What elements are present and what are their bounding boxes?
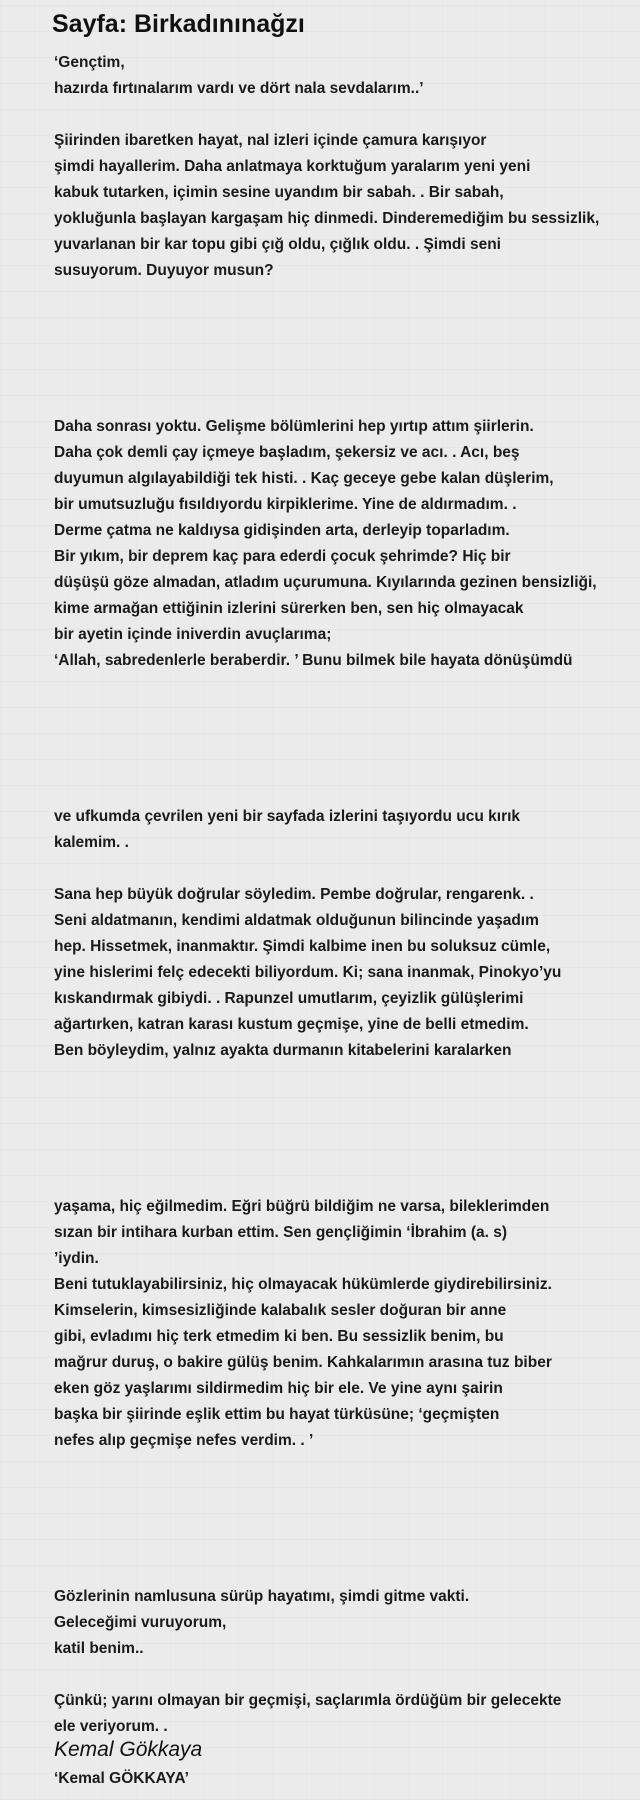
poem-stanza xyxy=(54,1766,624,1792)
poem-line: kime armağan ettiğinin izlerini sürerken ben, sen hiç olmayacak xyxy=(54,600,524,617)
poem-line: Ben böyleydim, yalnız ayakta durmanın kitabelerini karalarken xyxy=(54,1042,512,1059)
poem-stanza xyxy=(54,882,624,1064)
poem-line: Daha çok demli çay içmeye başladım, şekersiz ve acı. . Acı, beş xyxy=(54,444,520,461)
poem-line: eken göz yaşlarımı sildirmedim hiç bir ele. Ve yine aynı şairin xyxy=(54,1380,503,1397)
poem-line: ’iydin. xyxy=(54,1250,99,1267)
poem-line: susuyorum. Duyuyor musun? xyxy=(54,262,274,279)
poem-line: ve ufkumda çevrilen yeni bir sayfada izlerini taşıyordu ucu kırık xyxy=(54,808,521,825)
poem-line: kabuk tutarken, içimin sesine uyandım bir sabah. . Bir sabah, xyxy=(54,184,504,201)
poem-stanza xyxy=(54,1584,624,1662)
poem-line: katil benim.. xyxy=(54,1640,144,1657)
stanza-spacer xyxy=(54,856,624,882)
poem-line: ‘Kemal GÖKKAYA’ xyxy=(54,1770,189,1787)
author-signature: Kemal Gökkaya xyxy=(54,1738,203,1761)
stanza-spacer xyxy=(54,674,624,804)
stanza-spacer xyxy=(54,284,624,414)
poem-line: yuvarlanan bir kar topu gibi çığ oldu, çığlık oldu. . Şimdi seni xyxy=(54,236,501,253)
poem-line: şimdi hayallerim. Daha anlatmaya korktuğum yaralarım yeni yeni xyxy=(54,158,531,175)
poem-line: bir umutsuzluğu fısıldıyordu kirpiklerime. Yine de aldırmadım. . xyxy=(54,496,517,513)
poem-line: yokluğunla başlayan kargaşam hiç dinmedi. Dinderemediğim bu sessizlik, xyxy=(54,210,600,227)
poem-stanza xyxy=(54,804,624,856)
poem-line: Beni tutuklayabilirsiniz, hiç olmayacak hükümlerde giydirebilirsiniz. xyxy=(54,1276,552,1293)
page-title: Sayfa: Birkadınınağzı xyxy=(52,10,305,38)
poem-line: mağrur duruş, o bakire gülüş benim. Kahkalarımın arasına tuz biber xyxy=(54,1354,552,1371)
poem-line: başka bir şiirinde eşlik ettim bu hayat türküsüne; ‘geçmişten xyxy=(54,1406,500,1423)
poem-stanza xyxy=(54,50,624,102)
poem-line: Seni aldatmanın, kendimi aldatmak olduğunun bilincinde yaşadım xyxy=(54,912,539,929)
poem-line: bir ayetin içinde iniverdin avuçlarıma; xyxy=(54,626,332,643)
stanza-spacer xyxy=(54,1454,624,1584)
poem-line: yine hislerimi felç edecekti biliyordum. Ki; sana inanmak, Pinokyo’yu xyxy=(54,964,562,981)
poem-line: Geleceğimi vuruyorum, xyxy=(54,1614,227,1631)
poem-stanza xyxy=(54,128,624,284)
poem-line: ‘Gençtim, xyxy=(54,54,125,71)
poem-line: Bir yıkım, bir deprem kaç para ederdi çocuk şehrimde? Hiç bir xyxy=(54,548,511,565)
poem-line: Gözlerinin namlusuna sürüp hayatımı, şimdi gitme vakti. xyxy=(54,1588,470,1605)
poem-line: sızan bir intihara kurban ettim. Sen gençliğimin ‘İbrahim (a. s) xyxy=(54,1224,508,1241)
poem-stanza xyxy=(54,414,624,674)
poem-line: hazırda fırtınalarım vardı ve dört nala sevdalarım..’ xyxy=(54,80,424,97)
poem-line: yaşama, hiç eğilmedim. Eğri büğrü bildiğim ne varsa, bileklerimden xyxy=(54,1198,550,1215)
poem-line: Çünkü; yarını olmayan bir geçmişi, saçlarımla ördüğüm bir gelecekte xyxy=(54,1692,562,1709)
poem-line: kalemim. . xyxy=(54,834,129,851)
poem-stanza xyxy=(54,1194,624,1454)
poem-line: Sana hep büyük doğrular söyledim. Pembe doğrular, rengarenk. . xyxy=(54,886,534,903)
poem-body xyxy=(54,50,624,1792)
poem-line: Kimselerin, kimsesizliğinde kalabalık sesler doğuran bir anne xyxy=(54,1302,507,1319)
poem-line: Derme çatma ne kaldıysa gidişinden arta, derleyip toparladım. xyxy=(54,522,510,539)
poem-line: düşüşü göze almadan, atladım uçurumuna. Kıyılarında gezinen bensizliği, xyxy=(54,574,597,591)
poem-line: ağartırken, katran karası kustum geçmişe, yine de belli etmedim. xyxy=(54,1016,529,1033)
stanza-spacer xyxy=(54,102,624,128)
stanza-spacer xyxy=(54,1064,624,1194)
poem-line: duyumun algılayabildiği tek histi. . Kaç geceye gebe kalan düşlerim, xyxy=(54,470,554,487)
poem-line: hep. Hissetmek, inanmaktır. Şimdi kalbime inen bu soluksuz cümle, xyxy=(54,938,551,955)
poem-line: ele veriyorum. . xyxy=(54,1718,168,1735)
stanza-spacer xyxy=(54,1662,624,1688)
poem-stanza xyxy=(54,1688,624,1740)
poem-line: kıskandırmak gibiydi. . Rapunzel umutlarım, çeyizlik gülüşlerimi xyxy=(54,990,524,1007)
poem-line: nefes alıp geçmişe nefes verdim. . ’ xyxy=(54,1432,314,1449)
poem-line: gibi, evladımı hiç terk etmedim ki ben. Bu sessizlik benim, bu xyxy=(54,1328,504,1345)
poem-line: Daha sonrası yoktu. Gelişme bölümlerini hep yırtıp attım şiirlerin. xyxy=(54,418,534,435)
poem-line: ‘Allah, sabredenlerle beraberdir. ’ Bunu bilmek bile hayata dönüşümdü xyxy=(54,652,573,669)
poem-line: Şiirinden ibaretken hayat, nal izleri içinde çamura karışıyor xyxy=(54,132,487,149)
